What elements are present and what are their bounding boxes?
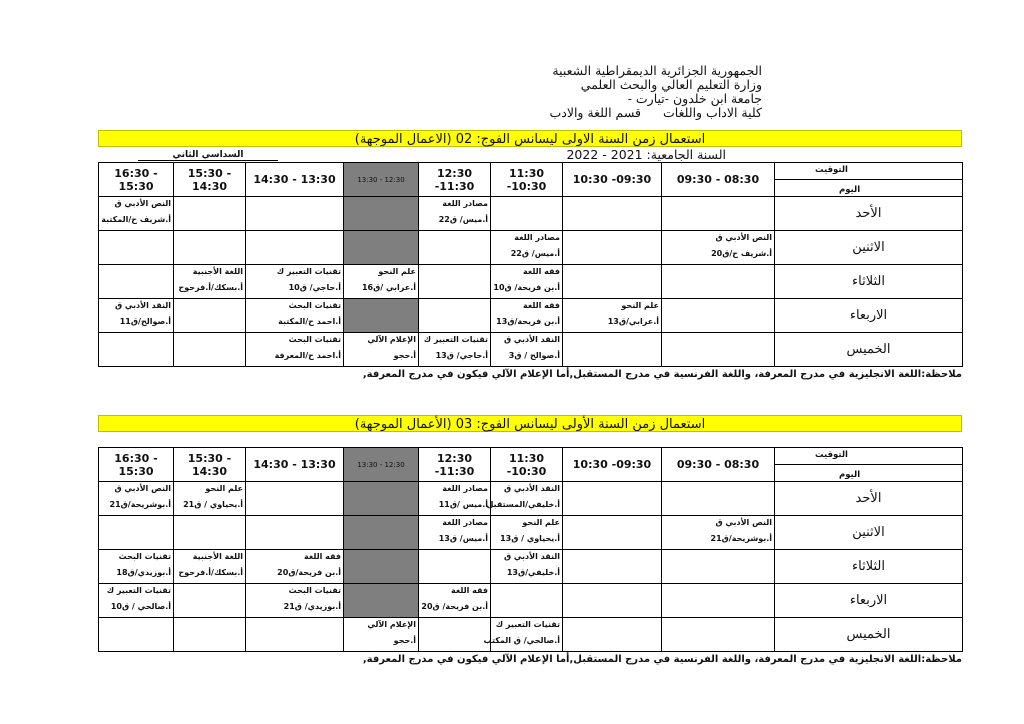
class-cell	[246, 265, 344, 299]
day-row	[99, 197, 963, 231]
empty-cell	[491, 197, 563, 231]
empty-cell	[419, 550, 491, 584]
subject-name: علم النحو	[522, 518, 560, 527]
subject-name: تقنيات التعبير ك	[276, 267, 341, 276]
subject-name: مصادر اللغة	[442, 484, 488, 493]
teacher-room: أ.شريف ح/المكتبة	[101, 215, 171, 224]
empty-cell	[662, 584, 775, 618]
year-line	[98, 147, 962, 162]
subject-name: النص الأدبي ق	[715, 233, 772, 242]
academic-year: السنة الجامعية: 2021 - 2022	[566, 147, 726, 162]
time-slot-header: 09:30 - 08:30	[662, 163, 775, 197]
day-name: الأحد	[775, 197, 963, 231]
class-cell	[491, 265, 563, 299]
empty-cell	[563, 584, 662, 618]
empty-cell	[246, 231, 344, 265]
subject-name: النص الأدبي ق	[715, 518, 772, 527]
teacher-room: أ.خليفي/المستقبل	[486, 500, 560, 509]
time-label: التوقيت	[815, 165, 848, 175]
schedule-note: ملاحظة:اللغة الانجليزية في مدرج المعرفة، واللغة الفرنسية في مدرج المستقبل,أما الإعلام الآلي فيكون في مدرج المعرفة,	[362, 369, 962, 380]
empty-cell	[174, 618, 246, 652]
subject-name: تقنيات البحث	[288, 335, 341, 344]
schedule-group-03	[98, 415, 962, 665]
ministry-line: وزارة التعليم العالي والبحث العلمي	[580, 77, 762, 92]
teacher-room: أ.حاجي/ ق13	[435, 351, 488, 360]
class-cell	[419, 482, 491, 516]
day-row	[99, 516, 963, 550]
time-slot-header: 13:30 - 12:30	[344, 163, 419, 197]
subject-name: فقه اللغة	[522, 301, 560, 310]
day-label: اليوم	[839, 185, 861, 195]
class-cell	[419, 333, 491, 367]
time-slot-header: 16:30 - 15:30	[99, 163, 174, 197]
teacher-room: أ.حجو	[393, 636, 416, 645]
day-row	[99, 265, 963, 299]
time-slot-header: 11:30 -10:30	[491, 448, 563, 482]
class-cell	[99, 482, 174, 516]
class-cell	[174, 265, 246, 299]
class-cell	[174, 550, 246, 584]
schedule-title: استعمال زمن السنة الأولى ليسانس الفوج: 03 (الأعمال الموجهة)	[98, 415, 962, 432]
empty-cell	[563, 618, 662, 652]
empty-cell	[662, 265, 775, 299]
class-cell	[486, 482, 563, 516]
class-cell	[246, 299, 344, 333]
schedule-title: استعمال زمن السنة الاولى ليسانس الفوج: 02 (الاعمال الموجهة)	[98, 130, 962, 147]
time-slot-header: 15:30 - 14:30	[174, 448, 246, 482]
empty-cell	[174, 197, 246, 231]
day-row	[99, 584, 963, 618]
empty-cell	[563, 231, 662, 265]
class-cell	[662, 231, 775, 265]
teacher-room: أ.شريف ح/ق20	[711, 249, 772, 258]
empty-cell	[662, 618, 775, 652]
teacher-room: أ.حجو	[393, 351, 416, 360]
subject-name: علم النحو	[378, 267, 416, 276]
empty-cell	[174, 299, 246, 333]
subject-name: تقنيات البحث	[118, 552, 171, 561]
day-name: الثلاثاء	[775, 265, 963, 299]
subject-name: مصادر اللغة	[514, 233, 560, 242]
subject-name: تقنيات البحث	[288, 301, 341, 310]
day-row	[99, 231, 963, 265]
teacher-room: أ.صوالح/ق11	[119, 317, 171, 326]
subject-name: النص الأدبي ق	[114, 199, 171, 208]
teacher-room: أ.حاجي/ ق10	[288, 283, 341, 292]
teacher-room: أ.يحياوي / ق21	[183, 500, 243, 509]
teacher-room: أ.ميس/ ق13	[438, 534, 488, 543]
class-cell	[491, 299, 563, 333]
empty-cell	[662, 482, 775, 516]
teacher-room: أ.خليفي/ق13	[506, 568, 560, 577]
empty-cell	[419, 231, 491, 265]
day-row	[99, 550, 963, 584]
university-line: جامعة ابن خلدون -تيارت -	[627, 91, 762, 106]
subject-name: فقه اللغة	[450, 586, 488, 595]
day-label: اليوم	[839, 470, 861, 480]
day-name: الأحد	[775, 482, 963, 516]
empty-cell	[344, 197, 419, 231]
class-cell	[483, 618, 563, 652]
time-slot-header: 12:30 -11:30	[419, 448, 491, 482]
subject-name: فقه اللغة	[522, 267, 560, 276]
class-cell	[344, 265, 419, 299]
day-name: الاثنين	[775, 516, 963, 550]
subject-name: تقنيات التعبير ك	[106, 586, 171, 595]
empty-cell	[99, 265, 174, 299]
subject-name: مصادر اللغة	[442, 518, 488, 527]
teacher-room: أ.احمد ح/المكتبة	[278, 317, 341, 326]
empty-cell	[344, 231, 419, 265]
day-name: الخميس	[775, 618, 963, 652]
empty-cell	[344, 299, 419, 333]
schedule-group-02	[98, 130, 962, 380]
time-slot-header: 10:30 -09:30	[563, 163, 662, 197]
department-name: قسم اللغة والادب	[549, 105, 642, 120]
timetable	[98, 162, 963, 367]
empty-cell	[246, 618, 344, 652]
empty-cell	[419, 299, 491, 333]
day-row	[99, 618, 963, 652]
subject-name: الإعلام الآلي	[367, 335, 416, 344]
time-slot-header: 13:30 - 12:30	[344, 448, 419, 482]
day-name: الاثنين	[775, 231, 963, 265]
subject-name: فقه اللغة	[303, 552, 341, 561]
empty-cell	[174, 516, 246, 550]
subject-name: النقد الأدبي ق	[503, 552, 560, 561]
empty-cell	[563, 265, 662, 299]
subject-name: النقد الأدبي ق	[114, 301, 171, 310]
subject-name: علم النحو	[621, 301, 659, 310]
day-row	[99, 333, 963, 367]
teacher-room: أ.بن فريحة/ق20	[277, 568, 341, 577]
class-cell	[491, 516, 563, 550]
empty-cell	[99, 618, 174, 652]
day-row	[99, 299, 963, 333]
empty-cell	[662, 197, 775, 231]
class-cell	[491, 231, 563, 265]
class-cell	[419, 584, 491, 618]
subject-name: النقد الأدبي ق	[503, 335, 560, 344]
subject-name: تقنيات التعبير ك	[423, 335, 488, 344]
subject-name: علم النحو	[205, 484, 243, 493]
subject-name: اللغة الأجنبية	[192, 552, 243, 561]
corner-cell	[775, 163, 963, 197]
empty-cell	[246, 516, 344, 550]
day-row	[99, 482, 963, 516]
republic-line: الجمهورية الجزائرية الديمقراطية الشعبية	[552, 63, 762, 78]
time-slot-header: 11:30 -10:30	[491, 163, 563, 197]
empty-cell	[246, 197, 344, 231]
time-slot-header: 14:30 - 13:30	[246, 448, 344, 482]
time-header-row	[99, 448, 963, 482]
empty-cell	[344, 482, 419, 516]
empty-cell	[99, 333, 174, 367]
teacher-room: أ.بوزيدي/ ق21	[283, 602, 341, 611]
class-cell	[344, 618, 419, 652]
empty-cell	[344, 584, 419, 618]
class-cell	[246, 584, 344, 618]
empty-cell	[662, 299, 775, 333]
empty-cell	[662, 550, 775, 584]
class-cell	[344, 333, 419, 367]
empty-cell	[174, 231, 246, 265]
time-slot-header: 16:30 - 15:30	[99, 448, 174, 482]
empty-cell	[563, 516, 662, 550]
teacher-room: أ.ميس/ ق22	[510, 249, 560, 258]
subject-name: الإعلام الآلي	[367, 620, 416, 629]
class-cell	[246, 333, 344, 367]
teacher-room: أ.ميس/ ق22	[438, 215, 488, 224]
class-cell	[174, 482, 246, 516]
subject-name: النص الأدبي ق	[114, 484, 171, 493]
day-name: الاربعاء	[775, 299, 963, 333]
class-cell	[491, 550, 563, 584]
teacher-room: أ.صالحي/ ق المكتب	[483, 636, 560, 645]
subject-name: تقنيات البحث	[288, 586, 341, 595]
empty-cell	[491, 584, 563, 618]
teacher-room: أ.بوشريحة/ق21	[109, 500, 171, 509]
empty-cell	[344, 516, 419, 550]
class-cell	[419, 516, 491, 550]
subject-name: مصادر اللغة	[442, 199, 488, 208]
empty-cell	[174, 333, 246, 367]
teacher-room: أ.عرابي/ق13	[607, 317, 659, 326]
class-cell	[491, 333, 563, 367]
faculty-line	[462, 106, 762, 120]
empty-cell	[99, 516, 174, 550]
day-name: الثلاثاء	[775, 550, 963, 584]
empty-cell	[174, 584, 246, 618]
teacher-room: أ.بن فريحة/ ق10	[493, 283, 560, 292]
teacher-room: أ.بوزيدي/ق18	[116, 568, 171, 577]
time-slot-header: 09:30 - 08:30	[662, 448, 775, 482]
empty-cell	[662, 333, 775, 367]
time-slot-header: 14:30 - 13:30	[246, 163, 344, 197]
teacher-room: أ.بسكك/أ.فرحوح	[178, 283, 243, 292]
day-name: الاربعاء	[775, 584, 963, 618]
teacher-room: أ.بن فريحة/ ق20	[421, 602, 488, 611]
day-name: الخميس	[775, 333, 963, 367]
year-line	[98, 432, 962, 447]
time-slot-header: 15:30 - 14:30	[174, 163, 246, 197]
empty-cell	[563, 482, 662, 516]
time-header-row	[99, 163, 963, 197]
time-slot-header: 12:30 -11:30	[419, 163, 491, 197]
empty-cell	[344, 550, 419, 584]
class-cell	[99, 550, 174, 584]
class-cell	[419, 197, 491, 231]
empty-cell	[99, 231, 174, 265]
empty-cell	[419, 618, 491, 652]
teacher-room: أ.احمد ح/المعرفة	[274, 351, 341, 360]
class-cell	[563, 299, 662, 333]
class-cell	[246, 550, 344, 584]
teacher-room: أ.عرابي /ق16	[361, 283, 416, 292]
time-label: التوقيت	[815, 450, 848, 460]
teacher-room: أ.ميس /ق11	[438, 500, 488, 509]
teacher-room: أ.صالحي / ق10	[110, 602, 171, 611]
subject-name: تقنيات التعبير ك	[495, 620, 560, 629]
time-slot-header: 10:30 -09:30	[563, 448, 662, 482]
empty-cell	[419, 265, 491, 299]
empty-cell	[563, 197, 662, 231]
teacher-room: أ.يحياوي / ق13	[500, 534, 560, 543]
class-cell	[662, 516, 775, 550]
teacher-room: أ.بوشريحة/ق21	[710, 534, 772, 543]
empty-cell	[246, 482, 344, 516]
class-cell	[99, 299, 174, 333]
corner-cell	[775, 448, 963, 482]
faculty-name: كلية الاداب واللغات	[663, 105, 762, 120]
class-cell	[99, 584, 174, 618]
class-cell	[99, 197, 174, 231]
teacher-room: أ.بسكك/أ.فرحوح	[178, 568, 243, 577]
institution-header	[462, 64, 762, 120]
semester-label: السداسي الثاني	[138, 150, 278, 161]
schedule-note: ملاحظة:اللغة الانجليزية في مدرج المعرفة، واللغة الفرنسية في مدرج المستقبل,أما الإعلام الآلي فيكون في مدرج المعرفة,	[362, 654, 962, 665]
subject-name: النقد الأدبي ق	[503, 484, 560, 493]
teacher-room: أ.صوالح / ق3	[508, 351, 560, 360]
empty-cell	[563, 550, 662, 584]
empty-cell	[563, 333, 662, 367]
timetable	[98, 447, 963, 652]
teacher-room: أ.بن فريحة/ق13	[496, 317, 560, 326]
subject-name: اللغة الأجنبية	[192, 267, 243, 276]
